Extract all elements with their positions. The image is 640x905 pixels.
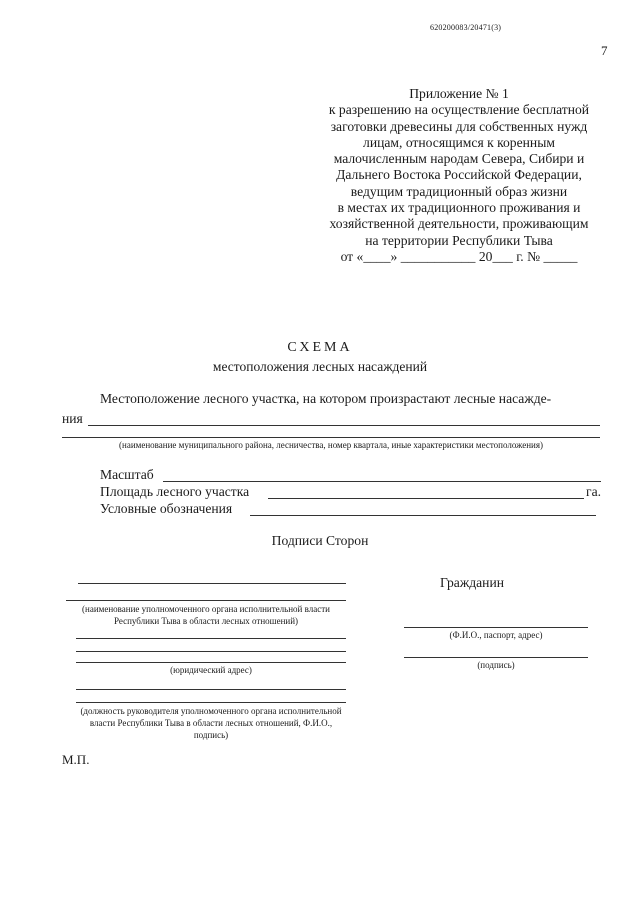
location-text: Местоположение лесного участка, на котором произрастают лесные насажде- (100, 391, 552, 406)
appendix-line: на территории Республики Тыва (365, 232, 553, 248)
address-line-1 (76, 638, 346, 639)
appendix-line: ведущим традиционный образ жизни (350, 183, 568, 199)
head-line-1 (76, 689, 346, 690)
appendix-line: заготовки древесины для собственных нужд (330, 118, 588, 134)
citizen-sign-line (404, 657, 588, 658)
appendix-line: в местах их традиционного проживания и (337, 200, 581, 216)
scale-field-line (163, 481, 601, 482)
address-line-2 (76, 651, 346, 652)
document-id: 620200083/20471(3) (430, 23, 502, 32)
appendix-line: малочисленным народам Севера, Сибири и (333, 151, 585, 167)
appendix-line: Приложение № 1 (409, 86, 509, 101)
citizen-title: Гражданин (440, 575, 504, 590)
location-field-line-2 (62, 437, 600, 438)
authority-caption: (наименование уполномоченного органа исполнительной власти Республики Тыва в области лесных отношений) (82, 604, 330, 626)
document-subtitle: местоположения лесных насаждений (212, 359, 428, 374)
appendix-line: к разрешению на осуществление бесплатной (328, 102, 590, 118)
appendix-line: хозяйственной деятельности, проживающим (329, 216, 589, 232)
legal-address-caption: (юридический адрес) (170, 665, 252, 675)
location-caption: (наименование муниципального района, лесничества, номер квартала, иные характеристики местоположения) (119, 440, 543, 450)
page-number: 7 (601, 43, 608, 58)
appendix-block (300, 86, 618, 265)
appendix-line: лицам, относящимся к коренным (363, 134, 555, 150)
signatures-title: Подписи Сторон (271, 533, 369, 548)
location-text-continuation: ния (62, 411, 83, 426)
area-unit: га. (586, 484, 602, 499)
authority-line-1 (78, 583, 346, 584)
authority-line-2 (66, 600, 346, 601)
appendix-line: Дальнего Востока Российской Федерации, (336, 167, 582, 183)
citizen-id-caption: (Ф.И.О., паспорт, адрес) (449, 630, 543, 640)
citizen-id-line (404, 627, 588, 628)
location-field-line (88, 425, 600, 426)
document-title: СХЕМА (287, 340, 353, 355)
citizen-sign-caption: (подпись) (477, 660, 515, 670)
scale-label: Масштаб (100, 467, 154, 482)
area-field-line (268, 498, 584, 499)
stamp-place: М.П. (62, 752, 90, 767)
legend-field-line (250, 515, 596, 516)
area-label: Площадь лесного участка (100, 484, 250, 499)
legend-label: Условные обозначения (100, 501, 233, 516)
head-line-2 (76, 702, 346, 703)
appendix-date-line: от «____» ___________ 20___ г. № _____ (340, 248, 578, 264)
head-caption: (должность руководителя уполномоченного органа исполнительной власти Республики Тыва в области лесных отношений, Ф.И.О., подпись) (80, 706, 342, 740)
address-line-3 (76, 662, 346, 663)
